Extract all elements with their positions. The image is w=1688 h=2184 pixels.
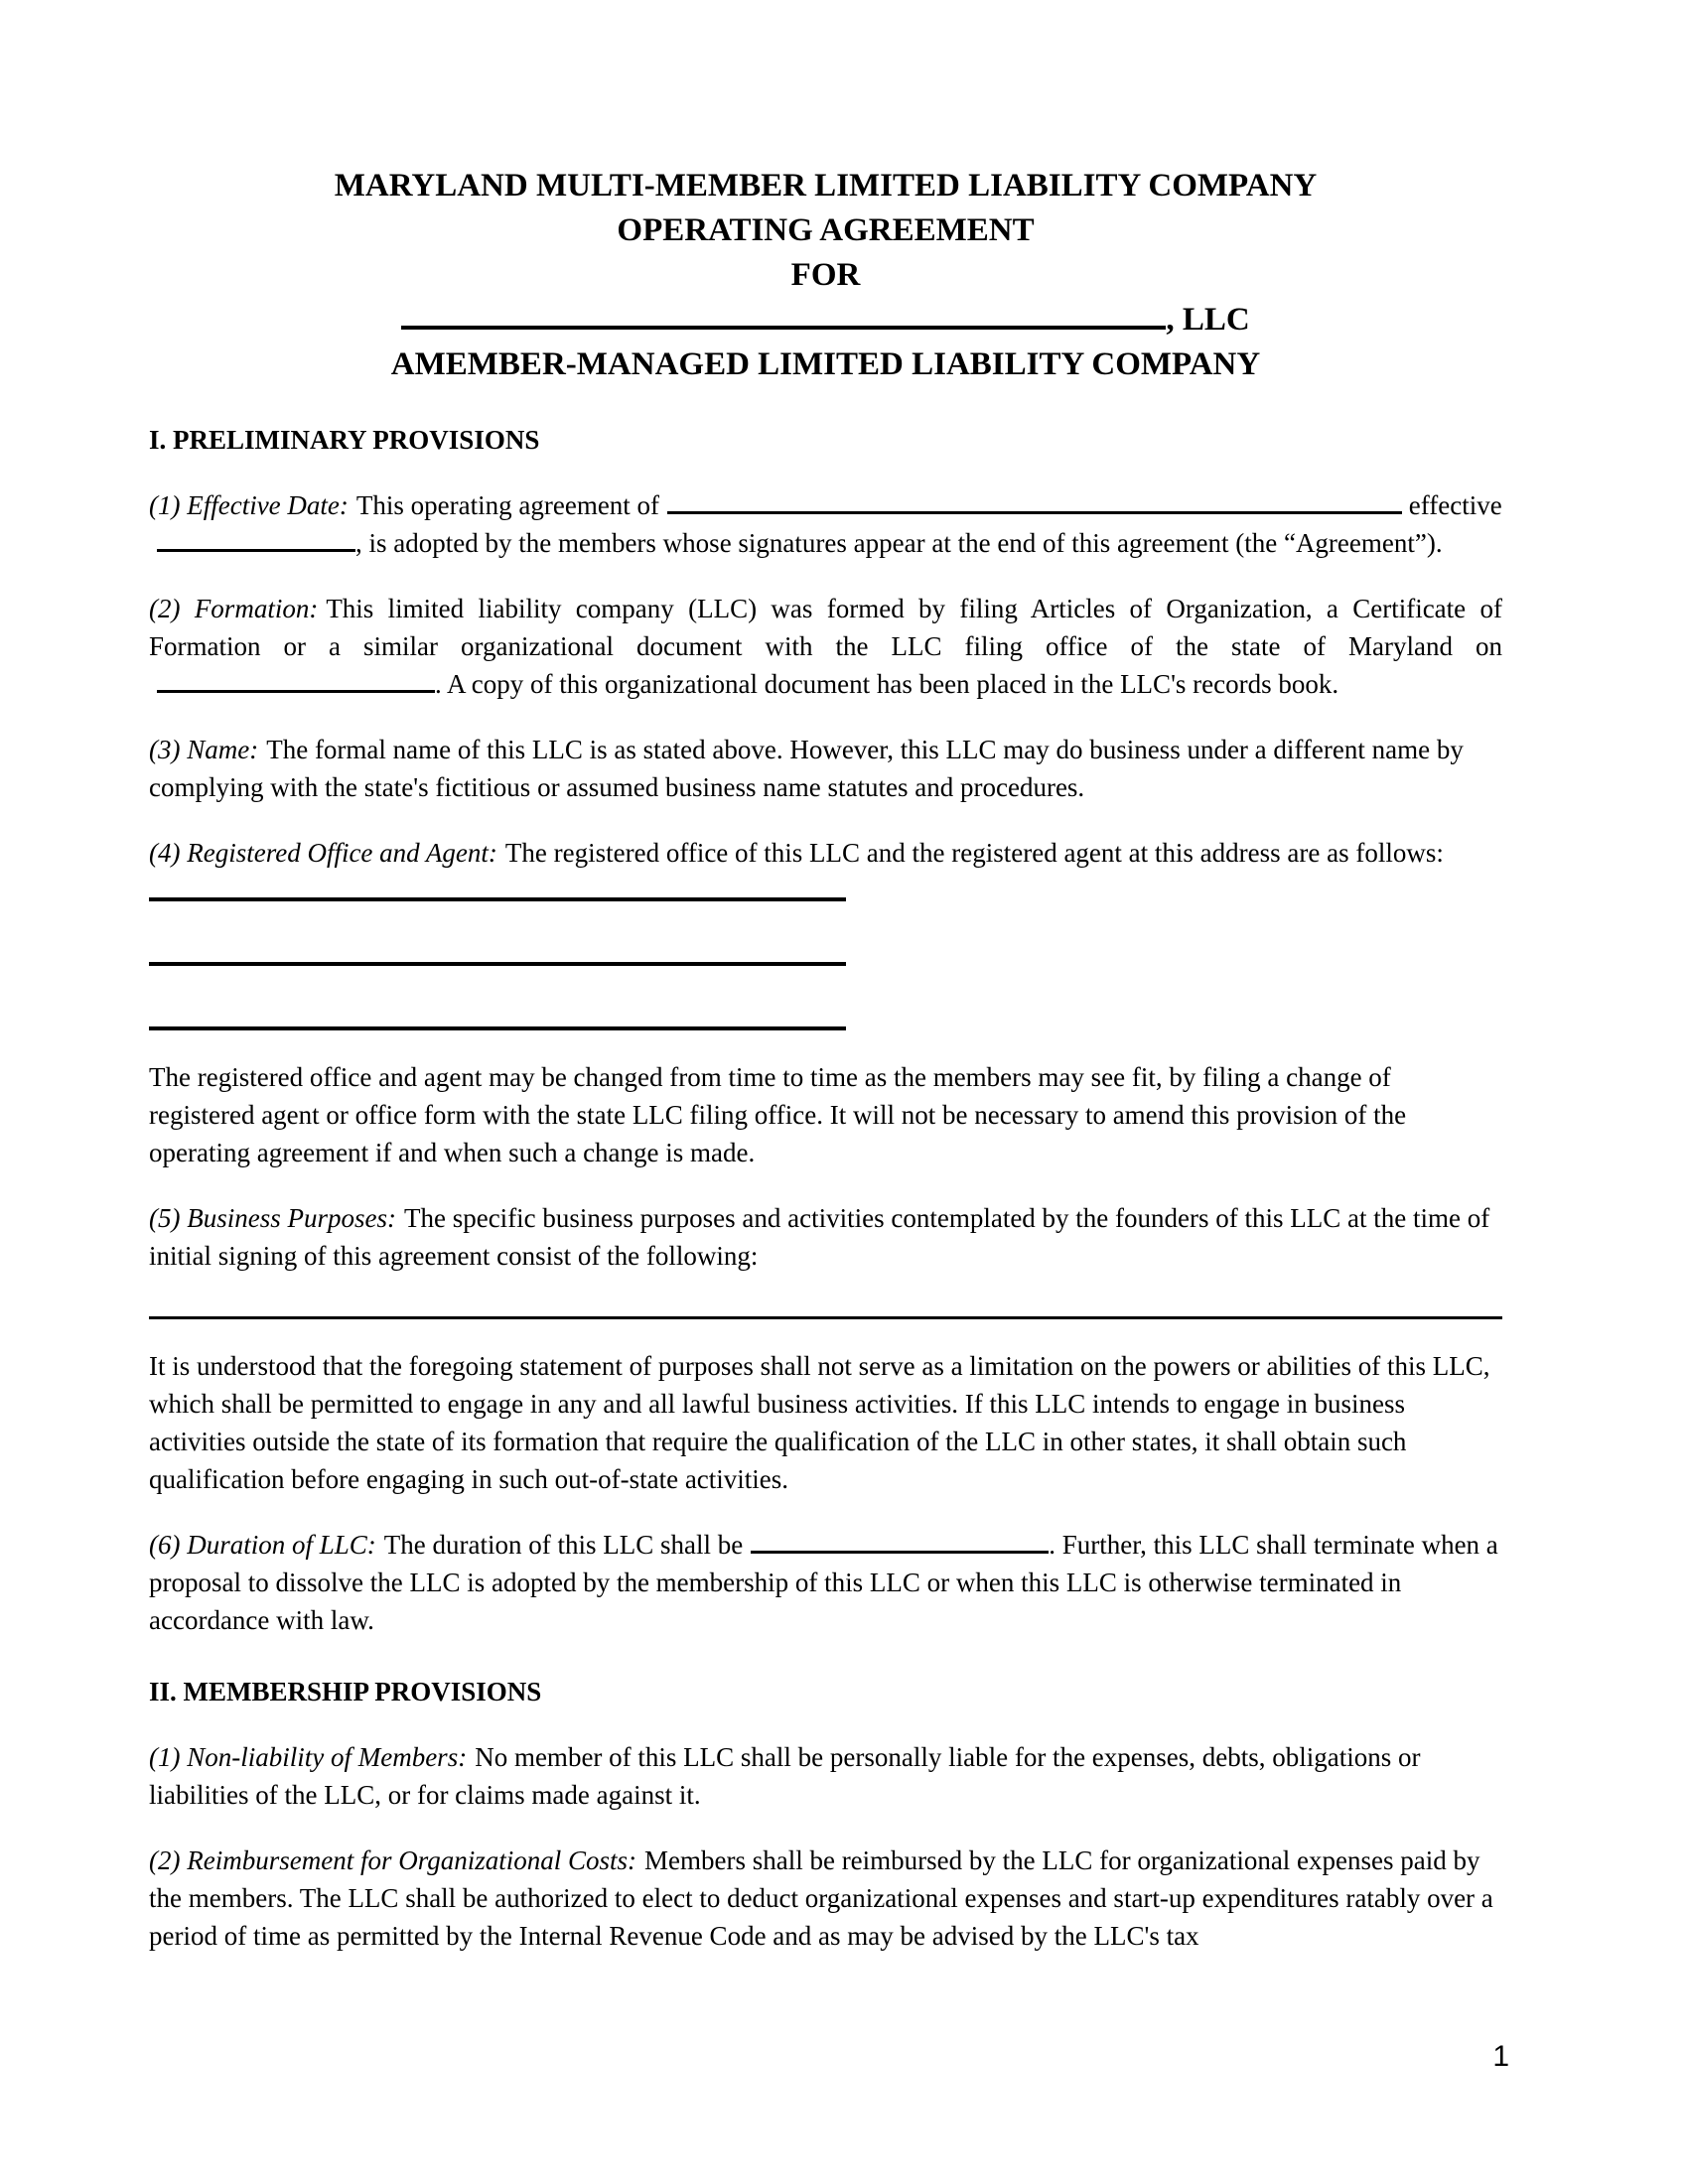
clause-text: The duration of this LLC shall be (383, 1530, 744, 1560)
paragraph-reimbursement (149, 1842, 1502, 1955)
address-blank-field-2 (149, 962, 846, 966)
section-heading-membership: II. MEMBERSHIP PROVISIONS (149, 1677, 542, 1706)
paragraph-duration (149, 1526, 1502, 1639)
document-title (149, 164, 1502, 387)
clause-label-reimbursement: (2) Reimbursement for Organizational Costs: (149, 1845, 636, 1875)
effective-date-blank-field (157, 549, 355, 552)
paragraph-purposes-note (149, 1347, 1502, 1498)
paragraph-office-change (149, 1058, 1502, 1171)
clause-label-formation: (2) Formation: (149, 594, 319, 623)
clause-text: This limited liability company (LLC) was formed by filing Articles of Organization, a Certificate of Formation or a similar organizational document with the LLC filing office of the state of Maryland on (149, 594, 1502, 661)
company-name-suffix: , LLC (1166, 302, 1250, 338)
llc-name-blank-field (667, 511, 1402, 514)
clause-label-name: (3) Name: (149, 735, 259, 764)
clause-text: . A copy of this organizational document has been placed in the LLC's records book. (435, 669, 1339, 699)
title-line-5: AMEMBER-MANAGED LIMITED LIABILITY COMPANY (390, 346, 1261, 382)
business-purposes-blank-field (149, 1316, 1502, 1319)
title-line-1: MARYLAND MULTI-MEMBER LIMITED LIABILITY COMPANY (334, 168, 1318, 204)
address-blank-field-3 (149, 1026, 846, 1030)
clause-text: The specific business purposes and activities contemplated by the founders of this LLC at the time of initial signing of this agreement consist of the following: (149, 1203, 1490, 1271)
clause-text: effective (1408, 490, 1502, 520)
paragraph-non-liability (149, 1738, 1502, 1814)
paragraph-registered-office (149, 834, 1502, 872)
clause-text: . Further, this LLC shall terminate when a proposal to dissolve the LLC is adopted by the membership of this LLC or when this LLC is otherwise terminated in accordance with law. (149, 1530, 1498, 1635)
clause-label-non-liability: (1) Non-liability of Members: (149, 1742, 468, 1772)
page-number: 1 (1492, 2040, 1509, 2073)
document-content (149, 164, 1502, 1955)
section-heading-preliminary: I. PRELIMINARY PROVISIONS (149, 425, 540, 455)
title-company-name-line (149, 298, 1502, 342)
paragraph-name (149, 731, 1502, 806)
address-blank-field-1 (149, 897, 846, 901)
formation-date-blank-field (157, 690, 435, 693)
clause-label-duration: (6) Duration of LLC: (149, 1530, 376, 1560)
clause-label-effective-date: (1) Effective Date: (149, 490, 349, 520)
title-line-2: OPERATING AGREEMENT (617, 212, 1035, 248)
clause-text: , is adopted by the members whose signatures appear at the end of this agreement (the “Agreement”). (355, 528, 1443, 558)
clause-text: The formal name of this LLC is as stated above. However, this LLC may do business under a different name by complying with the state's fictitious or assumed business name statutes and procedures. (149, 735, 1464, 802)
paragraph-formation (149, 590, 1502, 703)
clause-text: No member of this LLC shall be personally liable for the expenses, debts, obligations or liabilities of the LLC, or for claims made against it. (149, 1742, 1421, 1810)
company-name-blank-field (401, 326, 1166, 330)
clause-text: The registered office and agent may be changed from time to time as the members may see fit, by filing a change of registered agent or office form with the state LLC filing office. It will not be necessary to amend this provision of the operating agreement if and when such a change is made. (149, 1062, 1407, 1167)
clause-text: Members shall be reimbursed by the LLC for organizational expenses paid by the members. The LLC shall be authorized to elect to deduct organizational expenses and start-up expenditures ratably over a period of time as permitted by the Internal Revenue Code and as may be advised by the LLC's tax (149, 1845, 1493, 1951)
registered-office-address-blanks (149, 897, 1502, 1030)
clause-text: It is understood that the foregoing statement of purposes shall not serve as a limitation on the powers or abilities of this LLC, which shall be permitted to engage in any and all lawful business activities. If this LLC intends to engage in business activities outside the state of its formation that require the qualification of the LLC in other states, it shall obtain such qualification before engaging in such out-of-state activities. (149, 1351, 1490, 1494)
clause-label-business-purposes: (5) Business Purposes: (149, 1203, 396, 1233)
clause-label-registered-office: (4) Registered Office and Agent: (149, 838, 497, 868)
clause-text: The registered office of this LLC and the registered agent at this address are as follows: (504, 838, 1444, 868)
paragraph-effective-date (149, 486, 1502, 562)
clause-text: This operating agreement of (355, 490, 660, 520)
paragraph-business-purposes (149, 1199, 1502, 1275)
title-line-3: FOR (790, 257, 861, 293)
duration-blank-field (751, 1551, 1049, 1554)
